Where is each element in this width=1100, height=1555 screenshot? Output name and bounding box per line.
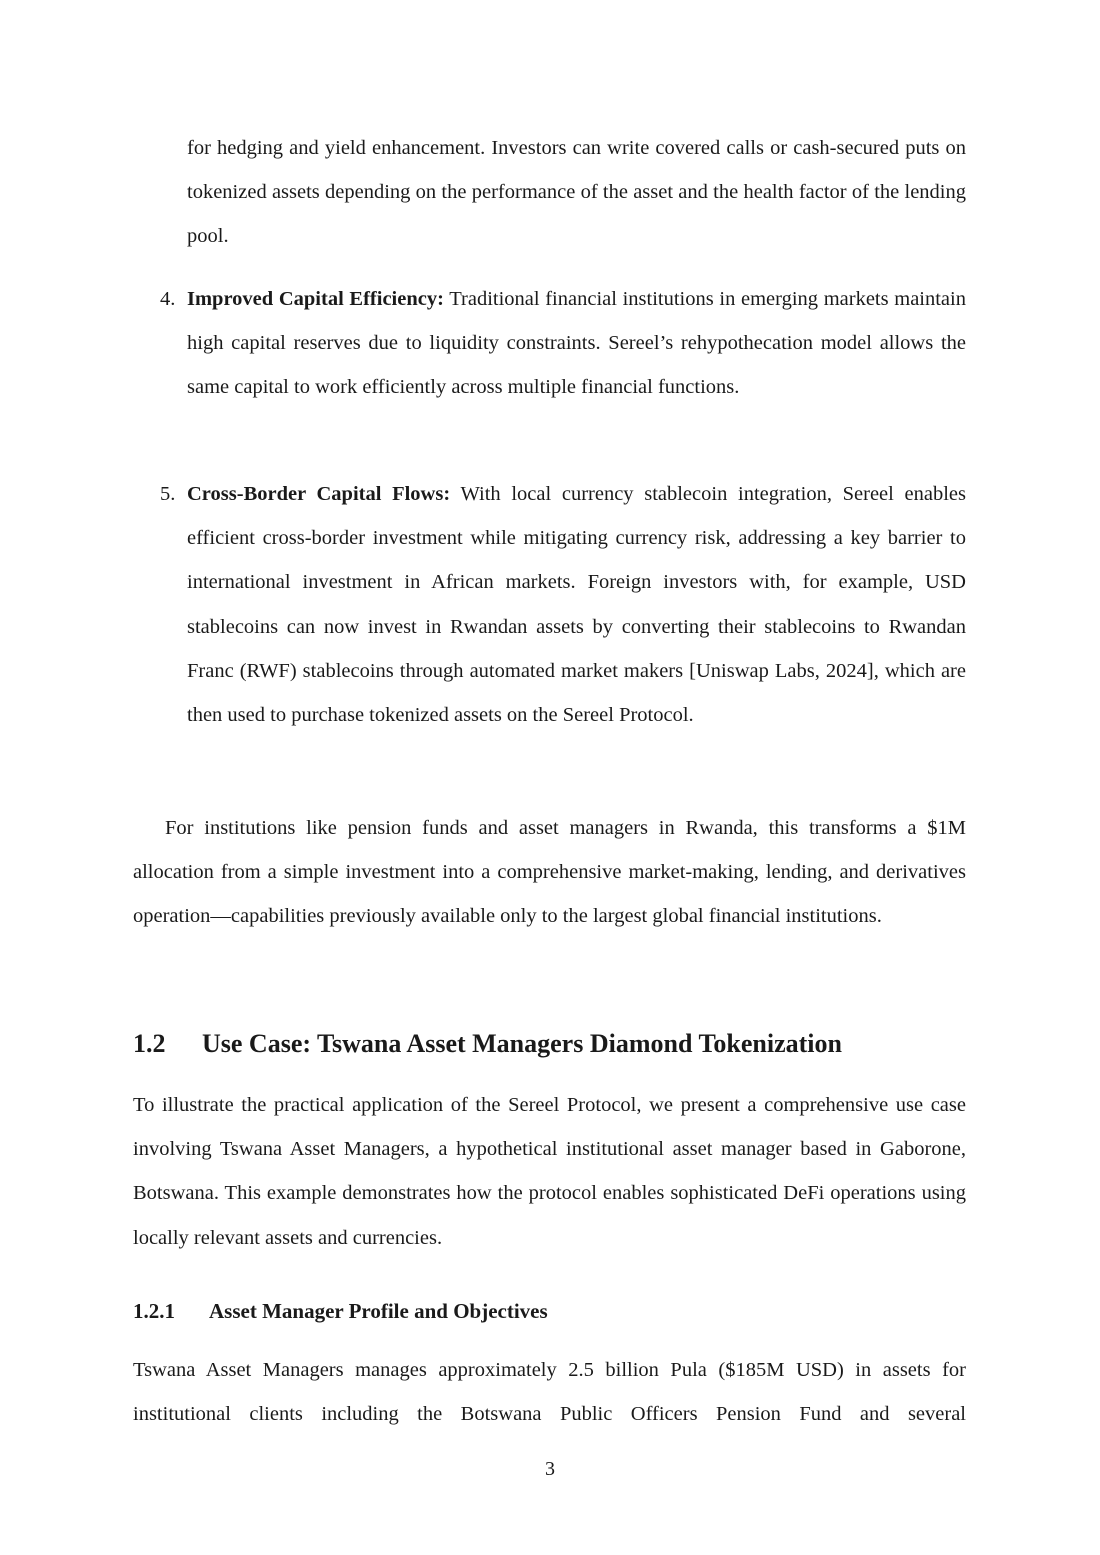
list-item-4-text: Traditional financial institutions in emerging markets maintain high capital reserves due to liquidity constraints. Sereel’s rehypothecation model allows the same capital to work efficiently across multiple financial functions. xyxy=(187,288,966,399)
list-item-5-number: 5. xyxy=(160,483,176,505)
subsection-title: Asset Manager Profile and Objectives xyxy=(209,1299,548,1323)
institutions-paragraph: For institutions like pension funds and asset managers in Rwanda, this transforms a $1M allocation from a simple investment into a comprehensive market-making, lending, and derivatives operation—capabilities previously available only to the largest global financial institutions. xyxy=(133,817,966,928)
list-item-4-number: 4. xyxy=(160,288,176,310)
list-item-4-lead: Improved Capital Efficiency: xyxy=(187,288,444,310)
subsection-body-paragraph: Tswana Asset Managers manages approximately 2.5 billion Pula ($185M USD) in assets for institutional clients including the Botswana Public Officers Pension Fund and several xyxy=(133,1359,966,1426)
section-intro-paragraph: To illustrate the practical application of the Sereel Protocol, we present a comprehensive use case involving Tswana Asset Managers, a hypothetical institutional asset manager based in Gaborone, Botswana. This example demonstrates how the protocol enables sophisticated DeFi operations using locally relevant assets and currencies. xyxy=(133,1094,966,1249)
list-item-5 xyxy=(187,472,966,737)
list-item-5-lead: Cross-Border Capital Flows: xyxy=(187,483,451,505)
list-item-3-continuation: for hedging and yield enhancement. Investors can write covered calls or cash-secured puts on tokenized assets depending on the performance of the asset and the health factor of the lending pool. xyxy=(187,137,966,248)
list-item-4 xyxy=(187,277,966,410)
section-number: 1.2 xyxy=(133,1029,166,1058)
section-title: Use Case: Tswana Asset Managers Diamond Tokenization xyxy=(202,1029,842,1058)
page-number: 3 xyxy=(545,1458,555,1480)
list-item-5-text: With local currency stablecoin integration, Sereel enables efficient cross-border investment while mitigating currency risk, addressing a key barrier to international investment in African markets. Foreign investors with, for example, USD stablecoins can now invest in Rwandan assets by converting their stablecoins to Rwandan Franc (RWF) stablecoins through automated market makers [Uniswap Labs, 2024], which are then used to purchase tokenized assets on the Sereel Protocol. xyxy=(187,483,966,727)
section-heading xyxy=(133,1022,842,1066)
subsection-heading xyxy=(133,1294,548,1328)
subsection-number: 1.2.1 xyxy=(133,1299,175,1323)
